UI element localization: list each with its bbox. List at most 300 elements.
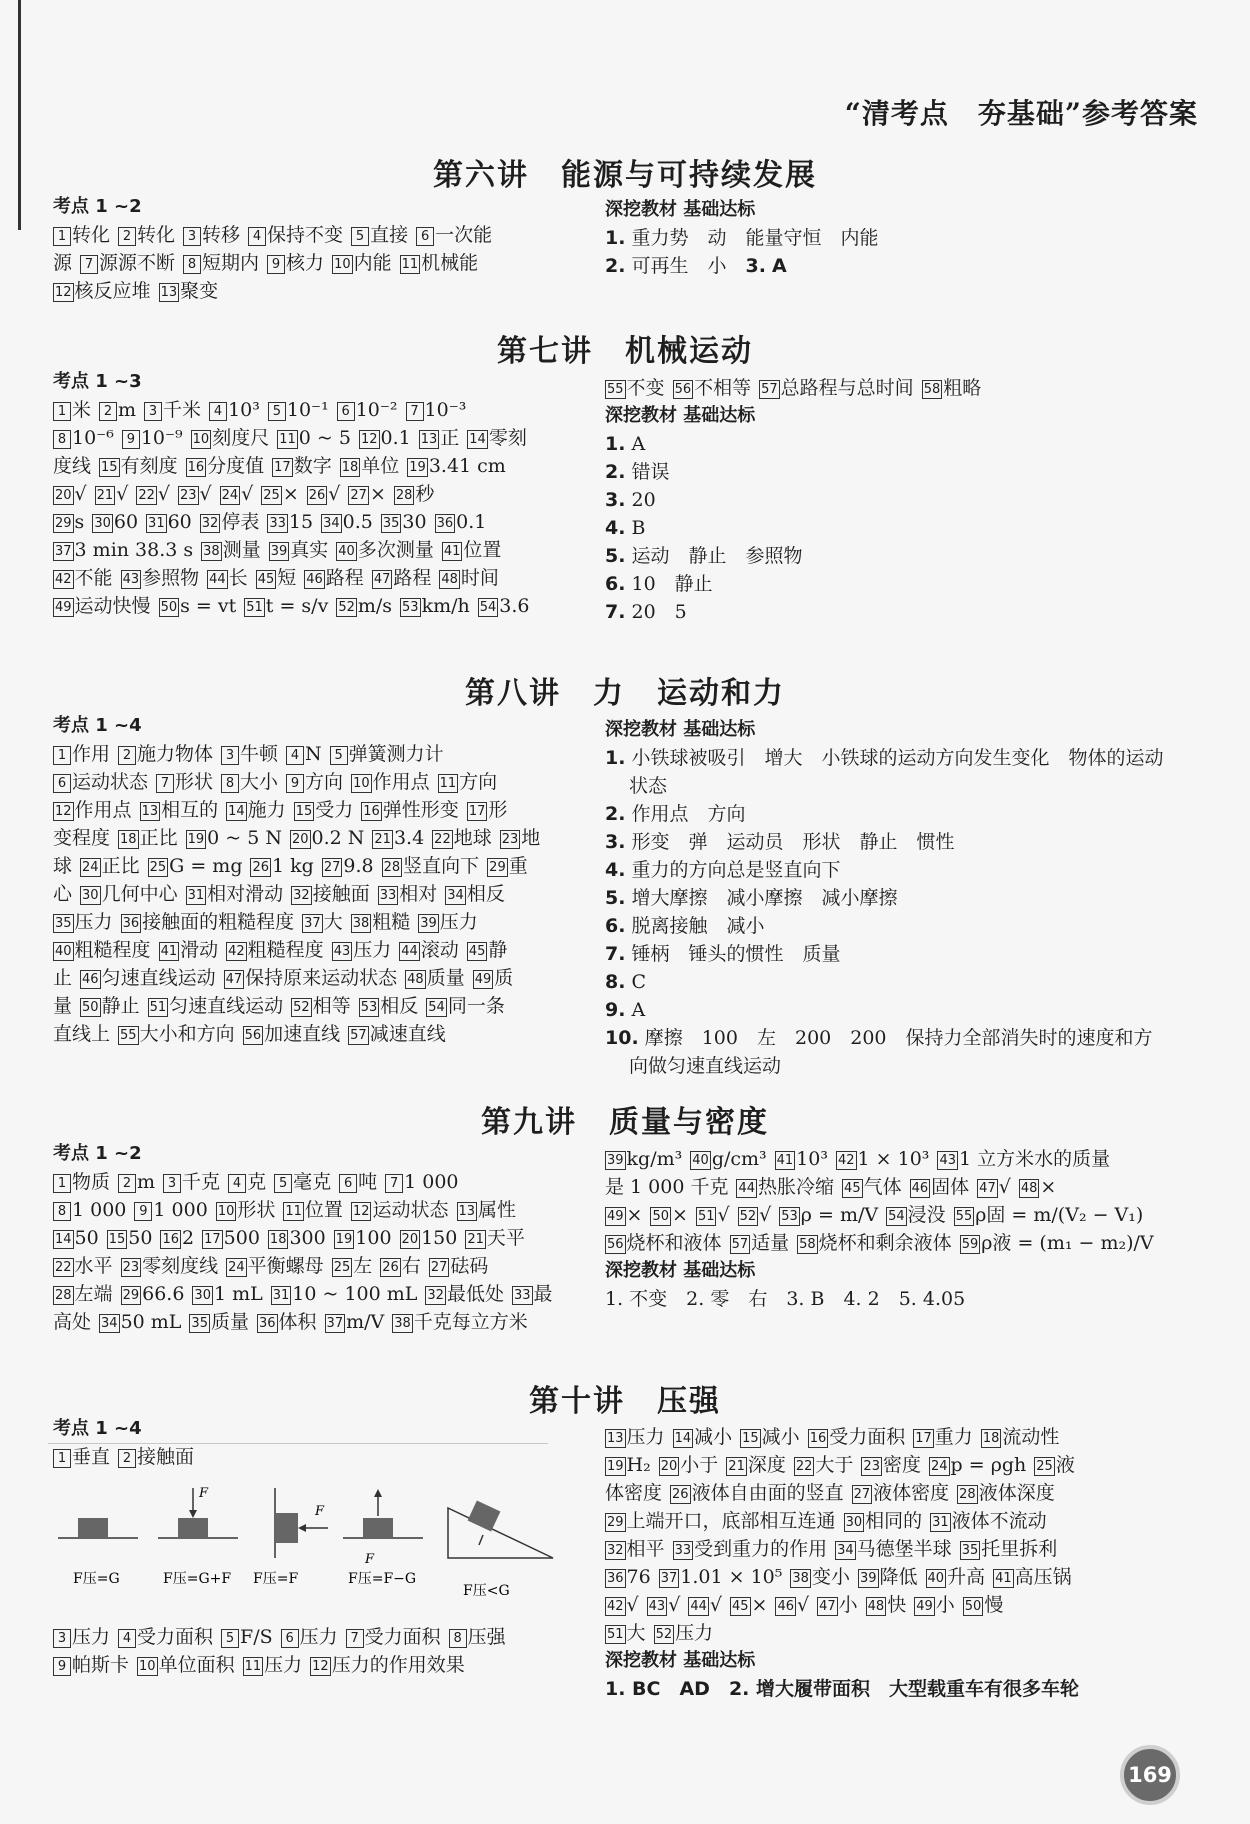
answer-item bbox=[332, 939, 392, 961]
answer-index: 51 bbox=[149, 999, 167, 1015]
answer-index: 50 bbox=[652, 1208, 670, 1224]
answer-item bbox=[53, 224, 110, 246]
answer-item bbox=[322, 855, 374, 877]
answer-value: 转化 bbox=[72, 224, 111, 246]
answer-item bbox=[351, 911, 411, 933]
answer-value: 压力 bbox=[264, 1654, 303, 1676]
answer-value: 相对 bbox=[399, 883, 438, 905]
answer-item bbox=[467, 939, 508, 961]
answer-row bbox=[53, 908, 573, 936]
answer-item bbox=[650, 1204, 687, 1226]
answer-value: 方向 bbox=[459, 771, 498, 793]
answer-line: 1. BC AD 2. 增大履带面积 大型载重车有很多车轮 bbox=[605, 1678, 1080, 1700]
answer-item bbox=[302, 911, 343, 933]
answer-index: 22 bbox=[138, 487, 155, 503]
answer-item bbox=[244, 595, 328, 617]
answer-value: 平衡螺母 bbox=[247, 1255, 324, 1277]
answer-item bbox=[122, 427, 183, 449]
answer-index: 52 bbox=[739, 1208, 757, 1224]
answer-value: 水平 bbox=[74, 1255, 113, 1277]
answer-value: 76 bbox=[626, 1566, 651, 1588]
answer-text: 小铁球被吸引 增大 小铁球的运动方向发生变化 物体的运动状态 bbox=[629, 747, 1164, 797]
answer-index: 48 bbox=[407, 971, 424, 987]
answer-index: 27 bbox=[323, 859, 341, 875]
answer-index: 48 bbox=[441, 571, 458, 587]
textbook-heading: 深挖教材 基础达标 bbox=[605, 199, 756, 220]
answer-item bbox=[191, 427, 270, 449]
answer-item bbox=[382, 855, 480, 877]
answer-value: 最 bbox=[533, 1283, 553, 1305]
answer-index: 37 bbox=[326, 1315, 344, 1331]
answer-item bbox=[53, 595, 151, 617]
answer-item bbox=[696, 1204, 730, 1226]
answer-value: 转化 bbox=[137, 224, 176, 246]
answer-text: C bbox=[631, 971, 647, 993]
answer-index: 35 bbox=[55, 915, 72, 931]
answer-row bbox=[605, 1591, 1165, 1619]
answer-index: 22 bbox=[434, 831, 451, 847]
answer-index: 13 bbox=[141, 803, 159, 819]
answer-value: 压力 bbox=[675, 1622, 714, 1644]
answer-item bbox=[148, 995, 284, 1017]
answer-item bbox=[80, 855, 140, 877]
answer-index: 51 bbox=[697, 1208, 715, 1224]
answer-item bbox=[351, 771, 430, 793]
answer-index: 9 bbox=[53, 1657, 71, 1676]
answer-item bbox=[183, 252, 259, 274]
answer-item bbox=[688, 1594, 722, 1616]
answer-value: × bbox=[751, 1594, 768, 1616]
answer-index: 21 bbox=[467, 1231, 484, 1247]
answer-line bbox=[605, 940, 1165, 968]
answer-line bbox=[605, 996, 1165, 1024]
answer-index: 18 bbox=[120, 831, 137, 847]
answer-index: 12 bbox=[312, 1658, 329, 1674]
answer-index: 15 bbox=[742, 1430, 759, 1446]
answer-value: 方向 bbox=[305, 771, 344, 793]
answer-item bbox=[1019, 1176, 1056, 1198]
answer-index: 25 bbox=[1036, 1458, 1053, 1474]
answer-item bbox=[53, 1311, 91, 1333]
answer-value: 快 bbox=[887, 1594, 907, 1616]
answer-item bbox=[418, 911, 478, 933]
answer-index: 30 bbox=[94, 515, 111, 531]
answer-value: 匀速直线运动 bbox=[101, 967, 216, 989]
answer-line bbox=[605, 968, 1165, 996]
answer-text: 运动 静止 参照物 bbox=[631, 545, 803, 567]
answer-item bbox=[144, 399, 201, 421]
answer-value: 受力面积 bbox=[364, 1626, 441, 1648]
answer-line bbox=[605, 252, 1165, 280]
answer-index: 45 bbox=[844, 1180, 861, 1196]
answer-item bbox=[361, 799, 459, 821]
answer-item bbox=[332, 1255, 373, 1277]
answer-index: 58 bbox=[923, 381, 941, 397]
answer-line bbox=[605, 598, 1165, 626]
answer-item bbox=[858, 1566, 918, 1588]
answer-row bbox=[53, 221, 573, 249]
answer-item bbox=[775, 1594, 809, 1616]
answer-value: 相平 bbox=[626, 1538, 665, 1560]
answer-text: 可再生 小 bbox=[631, 255, 746, 277]
answer-item bbox=[267, 252, 324, 274]
answer-index: 5 bbox=[221, 1629, 239, 1648]
answer-index: 56 bbox=[244, 1027, 262, 1043]
answer-value: √ bbox=[157, 483, 170, 505]
answer-item bbox=[406, 399, 467, 421]
answer-value: 参照物 bbox=[142, 567, 200, 589]
answer-item bbox=[118, 827, 178, 849]
answer-index: 5 bbox=[351, 227, 369, 246]
answer-item bbox=[937, 1148, 1110, 1170]
answer-value: 10³ bbox=[796, 1148, 828, 1170]
answer-index: 19 bbox=[607, 1458, 624, 1474]
answer-item bbox=[817, 1594, 858, 1616]
answer-value: 66.6 bbox=[142, 1283, 185, 1305]
answer-item bbox=[286, 743, 322, 765]
answer-item bbox=[381, 511, 427, 533]
answer-value: 滚动 bbox=[420, 939, 459, 961]
answer-index: 25 bbox=[333, 1259, 351, 1275]
kaodian-heading: 考点 1 ~4 bbox=[53, 1418, 142, 1439]
answer-index: 7 bbox=[80, 255, 98, 274]
answer-index: 40 bbox=[692, 1152, 709, 1168]
answer-index: 33 bbox=[379, 887, 397, 903]
answer-item bbox=[400, 595, 470, 617]
answer-index: 39 bbox=[420, 915, 437, 931]
answer-row bbox=[605, 1423, 1165, 1451]
answer-value: 降低 bbox=[879, 1566, 918, 1588]
answer-index: 5 bbox=[268, 402, 286, 421]
answer-value: √ bbox=[328, 483, 341, 505]
answer-index: 46 bbox=[82, 971, 99, 987]
answer-index: 17 bbox=[204, 1231, 221, 1247]
answer-value: 施力 bbox=[247, 799, 286, 821]
answer-value: 300 bbox=[289, 1227, 326, 1249]
answer-value: 长 bbox=[228, 567, 248, 589]
answer-index: 57 bbox=[761, 381, 778, 397]
answer-value: 500 bbox=[223, 1227, 260, 1249]
answer-item bbox=[790, 1566, 850, 1588]
answer-item bbox=[981, 1426, 1060, 1448]
answer-value: 相同的 bbox=[865, 1510, 923, 1532]
answer-item bbox=[438, 771, 498, 793]
textbook-heading: 深挖教材 基础达标 bbox=[605, 719, 756, 740]
answer-value: 相反 bbox=[380, 995, 419, 1017]
answer-value: 左 bbox=[353, 1255, 373, 1277]
answer-item bbox=[372, 827, 424, 849]
answer-value: 变小 bbox=[811, 1566, 850, 1588]
answer-row bbox=[605, 1563, 1165, 1591]
answer-value: × bbox=[369, 483, 386, 505]
answer-index: 27 bbox=[853, 1486, 871, 1502]
answer-index: 42 bbox=[838, 1152, 855, 1168]
answer-value: 100 bbox=[355, 1227, 392, 1249]
answer-value: 弹簧测力计 bbox=[348, 743, 444, 765]
answer-index: 31 bbox=[272, 1287, 290, 1303]
answer-item bbox=[53, 567, 113, 589]
answer-index: 14 bbox=[469, 431, 486, 447]
answer-index: 43 bbox=[939, 1152, 956, 1168]
answer-index: 49 bbox=[474, 971, 492, 987]
answer-value: 9.8 bbox=[343, 855, 374, 877]
answer-number: 1. bbox=[605, 227, 626, 249]
answer-item bbox=[861, 1454, 921, 1476]
answer-index: 2 bbox=[118, 1449, 136, 1468]
answer-value: 0.1 bbox=[456, 511, 487, 533]
answer-line bbox=[605, 542, 1165, 570]
answer-number: 2. bbox=[605, 255, 626, 277]
answer-row bbox=[53, 452, 573, 480]
answer-index: 28 bbox=[383, 859, 401, 875]
answer-row bbox=[53, 536, 573, 564]
answer-value: 秒 bbox=[415, 483, 435, 505]
answer-item bbox=[80, 252, 175, 274]
force-label: F bbox=[199, 1486, 209, 1501]
answer-index: 52 bbox=[338, 599, 355, 615]
answer-item bbox=[274, 1171, 331, 1193]
answer-item bbox=[53, 827, 110, 849]
answer-number: 1. bbox=[605, 747, 626, 769]
answer-value: 压力 bbox=[439, 911, 478, 933]
answer-value: 大 bbox=[626, 1622, 646, 1644]
answer-item bbox=[221, 1626, 273, 1648]
answer-index: 41 bbox=[776, 1152, 794, 1168]
answer-index: 44 bbox=[690, 1598, 707, 1614]
answer-value: 高处 bbox=[53, 1311, 92, 1333]
answer-item bbox=[730, 1594, 767, 1616]
diagram-3 bbox=[253, 1488, 328, 1587]
answer-item bbox=[118, 743, 213, 765]
answer-item bbox=[53, 1626, 110, 1648]
answer-line bbox=[605, 1024, 1165, 1080]
answer-text: 错误 bbox=[631, 461, 670, 483]
answer-item bbox=[277, 427, 351, 449]
answer-index: 11 bbox=[439, 775, 457, 791]
answer-rows bbox=[53, 1168, 573, 1336]
answer-row bbox=[53, 936, 573, 964]
answer-row bbox=[53, 396, 573, 424]
answer-item bbox=[304, 567, 364, 589]
answer-index: 29 bbox=[489, 859, 506, 875]
answer-value: 心 bbox=[53, 883, 73, 905]
answer-index: 33 bbox=[674, 1542, 692, 1558]
answer-value: 分度值 bbox=[207, 455, 265, 477]
answer-text: 20 5 bbox=[631, 601, 687, 623]
answer-index: 13 bbox=[458, 1203, 476, 1219]
answer-rows bbox=[605, 1145, 1165, 1257]
answer-value: 聚变 bbox=[180, 280, 219, 302]
answer-item bbox=[400, 252, 479, 274]
answer-index: 49 bbox=[916, 1598, 933, 1614]
answer-item bbox=[261, 483, 298, 505]
answer-index: 32 bbox=[427, 1287, 444, 1303]
lecture-7-right bbox=[605, 374, 1165, 626]
answer-value: 托里拆利 bbox=[981, 1538, 1058, 1560]
diagram-1 bbox=[58, 1518, 138, 1587]
answer-index: 53 bbox=[360, 999, 378, 1015]
answer-item bbox=[80, 967, 216, 989]
answer-value: 3.4 bbox=[393, 827, 425, 849]
answer-number: 1. bbox=[605, 433, 626, 455]
answer-item bbox=[137, 1654, 235, 1676]
answer-value: 正比 bbox=[101, 855, 140, 877]
answer-number: 5. bbox=[605, 545, 626, 567]
answer-value: 减小 bbox=[761, 1426, 800, 1448]
answer-index: 4 bbox=[228, 1174, 246, 1193]
answer-value: 不能 bbox=[74, 567, 113, 589]
answer-item bbox=[332, 252, 392, 274]
answer-index: 12 bbox=[55, 284, 72, 300]
answer-rows bbox=[53, 740, 573, 1048]
answer-index: 36 bbox=[122, 915, 140, 931]
answer-item bbox=[348, 1023, 446, 1045]
answer-index: 44 bbox=[401, 943, 418, 959]
answer-index: 34 bbox=[447, 887, 464, 903]
answer-item bbox=[647, 1594, 681, 1616]
answer-item bbox=[248, 224, 343, 246]
answer-value: s bbox=[74, 511, 85, 533]
answer-value: 垂直 bbox=[72, 1446, 111, 1468]
answer-value: 球 bbox=[53, 855, 73, 877]
answer-index: 21 bbox=[374, 831, 391, 847]
answer-row bbox=[53, 1196, 573, 1224]
answer-value: 左端 bbox=[74, 1283, 113, 1305]
answer-text: 10 静止 bbox=[631, 573, 713, 595]
answer-line bbox=[605, 458, 1165, 486]
answer-value: 1 × 10³ bbox=[857, 1148, 930, 1170]
answer-item bbox=[226, 1255, 324, 1277]
answer-value: √ bbox=[74, 483, 87, 505]
answer-item bbox=[53, 455, 91, 477]
textbook-heading: 深挖教材 基础达标 bbox=[605, 1650, 756, 1671]
answer-item bbox=[272, 455, 332, 477]
answer-item bbox=[286, 771, 343, 793]
answer-value: 正比 bbox=[139, 827, 178, 849]
answer-item bbox=[221, 771, 278, 793]
answer-value: 1 立方米水的质量 bbox=[958, 1148, 1111, 1170]
answer-value: 核力 bbox=[286, 252, 325, 274]
answer-index: 29 bbox=[55, 515, 72, 531]
answer-item bbox=[730, 1232, 790, 1254]
answer-value: ρ液 = (m₁ − m₂)/V bbox=[981, 1232, 1154, 1254]
answer-index: 38 bbox=[394, 1315, 411, 1331]
answer-item bbox=[228, 1171, 266, 1193]
answer-number: 7. bbox=[605, 943, 626, 965]
answer-value: 大 bbox=[323, 911, 343, 933]
answer-value: 大小 bbox=[240, 771, 279, 793]
binding-line bbox=[18, 0, 21, 230]
answer-item bbox=[257, 1311, 317, 1333]
answer-item bbox=[346, 1626, 441, 1648]
answer-index: 11 bbox=[401, 256, 419, 272]
answer-value: 3 min 38.3 s bbox=[74, 539, 194, 561]
diagram-4 bbox=[343, 1489, 423, 1587]
answer-index: 50 bbox=[964, 1598, 982, 1614]
answer-item bbox=[426, 995, 505, 1017]
answer-item bbox=[442, 539, 502, 561]
answer-item bbox=[416, 224, 492, 246]
answer-item bbox=[310, 1654, 465, 1676]
answer-value: 零刻度线 bbox=[142, 1255, 219, 1277]
answer-row bbox=[53, 880, 573, 908]
answer-value: 0 ~ 5 bbox=[298, 427, 351, 449]
answer-text: 形变 弹 运动员 形状 静止 惯性 bbox=[631, 831, 955, 853]
answer-item bbox=[325, 1311, 385, 1333]
answer-item bbox=[429, 1255, 489, 1277]
answer-value: 受力面积 bbox=[137, 1626, 214, 1648]
answer-line bbox=[605, 514, 1165, 542]
answer-rows bbox=[53, 221, 573, 305]
answer-item bbox=[385, 1171, 458, 1193]
answer-item bbox=[99, 455, 178, 477]
answer-item bbox=[392, 1311, 528, 1333]
answer-index: 9 bbox=[267, 255, 285, 274]
lecture-8-kaodian bbox=[53, 712, 573, 1048]
answer-value: ρ固 = m/(V₂ − V₁) bbox=[975, 1204, 1144, 1226]
answer-index: 20 bbox=[55, 487, 72, 503]
answer-row bbox=[53, 1651, 573, 1679]
answer-value: 接触面的粗糙程度 bbox=[142, 911, 295, 933]
answer-value: km/h bbox=[421, 595, 470, 617]
answer-value: 地 bbox=[521, 827, 541, 849]
answer-index: 13 bbox=[420, 431, 438, 447]
answer-item bbox=[118, 224, 175, 246]
answer-row bbox=[53, 852, 573, 880]
answer-value: m/s bbox=[357, 595, 393, 617]
answer-number: 2. bbox=[605, 461, 626, 483]
answer-value: 相互的 bbox=[161, 799, 219, 821]
answer-index: 38 bbox=[203, 543, 220, 559]
answer-row bbox=[53, 1308, 573, 1336]
answer-item bbox=[351, 224, 408, 246]
answer-index: 6 bbox=[53, 774, 71, 793]
answer-item bbox=[394, 483, 435, 505]
answer-value: √ bbox=[626, 1594, 639, 1616]
answer-value: 吨 bbox=[358, 1171, 378, 1193]
answer-item bbox=[605, 1482, 662, 1504]
answer-index: 45 bbox=[257, 571, 275, 587]
answer-item bbox=[291, 995, 351, 1017]
answer-value: 0.2 N bbox=[311, 827, 365, 849]
answer-index: 49 bbox=[55, 599, 72, 615]
answer-number: 2. bbox=[605, 803, 626, 825]
answer-value: 源源不断 bbox=[99, 252, 176, 274]
answer-text: 重力势 动 能量守恒 内能 bbox=[631, 227, 879, 249]
answer-item bbox=[186, 827, 282, 849]
answer-index: 23 bbox=[122, 1259, 140, 1275]
answer-item bbox=[351, 1199, 449, 1221]
answer-index: 46 bbox=[777, 1598, 794, 1614]
answer-index: 18 bbox=[341, 459, 359, 475]
answer-index: 9 bbox=[134, 1202, 152, 1221]
answer-value: √ bbox=[709, 1594, 722, 1616]
answer-index: 1 bbox=[53, 1174, 71, 1193]
answer-index: 3 bbox=[53, 1629, 71, 1648]
lecture-10-kaodian-more bbox=[53, 1623, 573, 1679]
answer-value: 适量 bbox=[751, 1232, 790, 1254]
answer-index: 21 bbox=[96, 487, 114, 503]
answer-index: 39 bbox=[607, 1152, 624, 1168]
answer-item bbox=[467, 799, 508, 821]
answer-value: 度线 bbox=[53, 455, 92, 477]
answer-index: 42 bbox=[607, 1598, 624, 1614]
answer-item bbox=[759, 377, 914, 399]
answer-item bbox=[334, 1227, 392, 1249]
answer-item bbox=[738, 1204, 772, 1226]
answer-number: 3. bbox=[745, 255, 766, 277]
answer-value: 属性 bbox=[478, 1199, 517, 1221]
